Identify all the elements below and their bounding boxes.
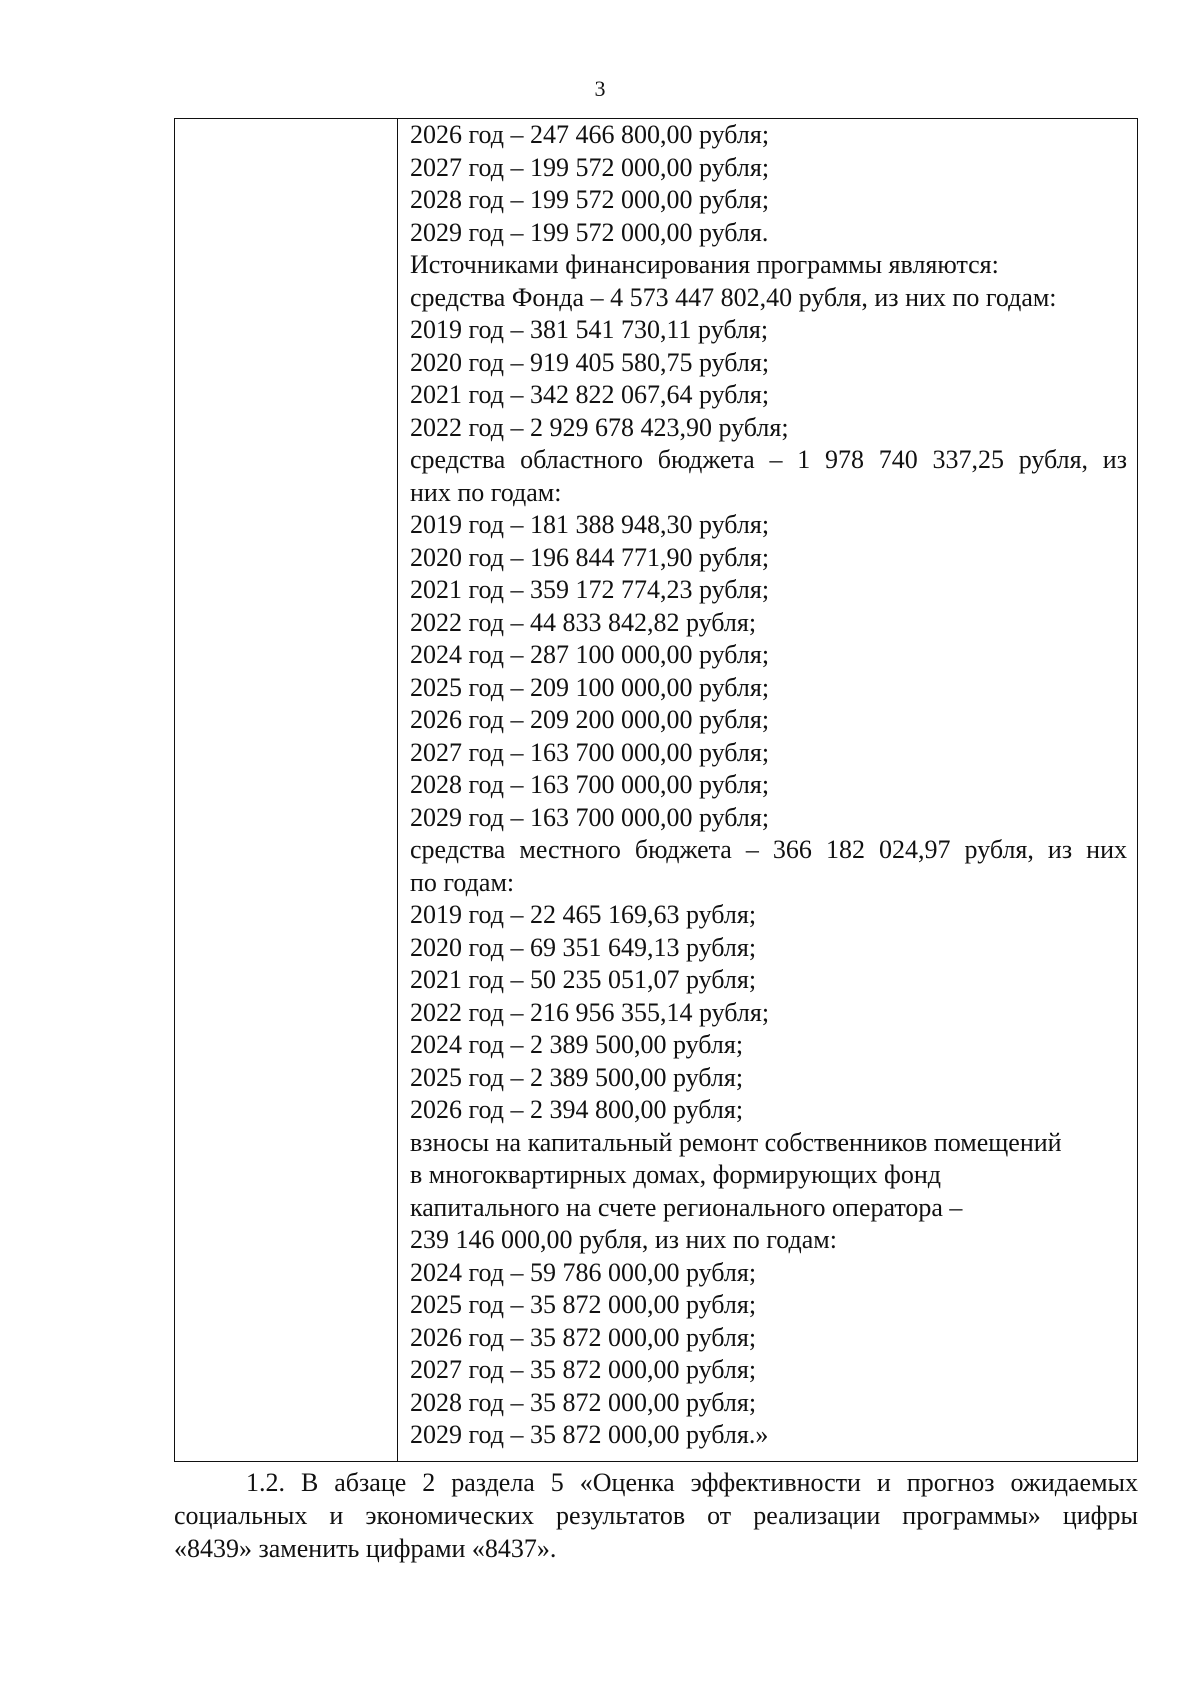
table-line: 2021 год – 50 235 051,07 рубля; [410, 965, 757, 994]
table-line: 2019 год – 381 541 730,11 рубля; [410, 315, 769, 344]
table-line: 2026 год – 2 394 800,00 рубля; [410, 1095, 744, 1124]
table-line: 2026 год – 247 466 800,00 рубля; [410, 120, 770, 149]
table-line: капитального на счете регионального оператора – [410, 1192, 963, 1222]
table-line: по годам: [410, 867, 515, 897]
table-line: 2027 год – 35 872 000,00 рубля; [410, 1355, 757, 1384]
table-line: 2020 год – 919 405 580,75 рубля; [410, 347, 770, 377]
table-line: 2025 год – 209 100 000,00 рубля; [410, 672, 770, 702]
table-line: 2024 год – 59 786 000,00 рубля; [410, 1257, 757, 1287]
amendment-paragraph [174, 1466, 1138, 1565]
page-number: 3 [594, 76, 606, 101]
table-line: 2021 год – 342 822 067,64 рубля; [410, 380, 770, 409]
table-line: 2029 год – 199 572 000,00 рубля. [410, 217, 769, 247]
table-line: средства Фонда – 4 573 447 802,40 рубля, из них по годам: [410, 282, 1057, 312]
table-line: 2026 год – 35 872 000,00 рубля; [410, 1322, 757, 1352]
table-line: взносы на капитальный ремонт собственников помещений [410, 1127, 1062, 1157]
table-line: в многоквартирных домах, формирующих фонд [410, 1160, 941, 1189]
table-row [175, 119, 1138, 1462]
paragraph-line: «8439» заменить цифрами «8437». [174, 1534, 557, 1563]
table-left-cell [175, 119, 398, 1462]
table-line: 2020 год – 196 844 771,90 рубля; [410, 542, 770, 572]
table-line: 239 146 000,00 рубля, из них по годам: [410, 1225, 837, 1254]
table-line: 2019 год – 181 388 948,30 рубля; [410, 510, 770, 539]
paragraph-line: 1.2. В абзаце 2 раздела 5 «Оценка эффективности и прогноз ожидаемых [246, 1468, 1138, 1497]
table-line: 2029 год – 35 872 000,00 рубля.» [410, 1420, 769, 1449]
table-line: Источниками финансирования программы являются: [410, 250, 999, 279]
table-line: 2028 год – 35 872 000,00 рубля; [410, 1387, 757, 1417]
table-line: 2019 год – 22 465 169,63 рубля; [410, 900, 757, 929]
table-line: 2028 год – 163 700 000,00 рубля; [410, 770, 770, 799]
table-line: 2025 год – 35 872 000,00 рубля; [410, 1290, 757, 1319]
table-line: 2026 год – 209 200 000,00 рубля; [410, 705, 770, 734]
paragraph-line: социальных и экономических результатов от реализации программы» цифры [174, 1501, 1138, 1530]
table-line: 2022 год – 2 929 678 423,90 рубля; [410, 412, 789, 442]
table-line: 2027 год – 163 700 000,00 рубля; [410, 737, 770, 767]
table-line: них по годам: [410, 477, 562, 507]
table-line: средства областного бюджета – 1 978 740 337,25 рубля, из [410, 445, 1127, 474]
table-line: 2021 год – 359 172 774,23 рубля; [410, 575, 770, 604]
table-line: 2022 год – 216 956 355,14 рубля; [410, 997, 770, 1027]
table-line: 2025 год – 2 389 500,00 рубля; [410, 1062, 744, 1092]
table-line: 2029 год – 163 700 000,00 рубля; [410, 802, 770, 832]
table-line: 2024 год – 2 389 500,00 рубля; [410, 1030, 744, 1059]
table-line: 2022 год – 44 833 842,82 рубля; [410, 607, 757, 637]
table-line: 2027 год – 199 572 000,00 рубля; [410, 152, 770, 182]
financing-table [174, 118, 1138, 1462]
table-line: 2028 год – 199 572 000,00 рубля; [410, 185, 770, 214]
table-line: средства местного бюджета – 366 182 024,97 рубля, из них [410, 835, 1127, 864]
table-line: 2024 год – 287 100 000,00 рубля; [410, 640, 770, 669]
table-line: 2020 год – 69 351 649,13 рубля; [410, 932, 757, 962]
table-right-cell [398, 119, 1138, 1462]
